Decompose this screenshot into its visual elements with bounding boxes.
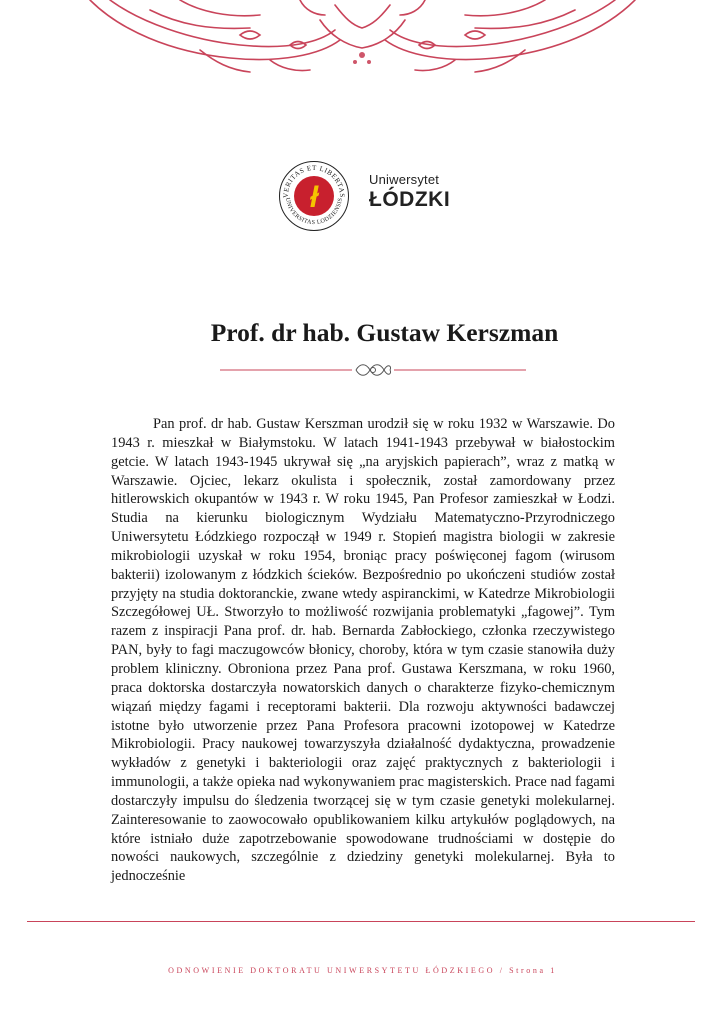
university-name: [369, 172, 450, 212]
title-divider-ornament: [220, 360, 526, 380]
footer-divider: [27, 921, 695, 922]
university-logo[interactable]: [278, 160, 478, 232]
university-name-line2: ŁÓDZKI: [369, 188, 451, 211]
seal-text-top: VERITAS ET LIBERTAS: [281, 163, 347, 199]
university-name-line1: Uniwersytet: [369, 172, 440, 187]
page-title: Prof. dr hab. Gustaw Kerszman: [210, 318, 559, 347]
top-floral-ornament: [0, 0, 725, 78]
biography-text: Pan prof. dr hab. Gustaw Kerszman urodził się w roku 1932 w Warszawie. Do 1943 r. mieszkał w Białymstoku. W latach 1941-1943 przebywał w białostockim getcie. W latach 1943-1945 ukrywał się „na aryjskich papierach”, wraz z matką w Warszawie. Ojciec, lekarz okulista i społecznik, został zamordowany przez hitlerowskich okupantów w 1943 r. W roku 1945, Pan Profesor zamieszkał w Łodzi. Studia na kierunku biologicznym Wydziału Matematyczno-Przyrodniczego Uniwersytetu Łódzkiego rozpoczął w 1949 r. Stopień magistra biologii w zakresie mikrobiologii uzyskał w roku 1954, broniąc pracy poświęconej fagom (wirusom bakterii) izolowanym z łódzkich ścieków. Bezpośrednio po ukończeni studiów został przyjęty na studia doktoranckie, zwane wtedy aspiranckimi, w Katedrze Mikrobiologii Szczegółowej UŁ. Stworzyło to możliwość rozwijania problematyki „fagowej”. Tym razem z inspiracji Pana prof. dr. hab. Bernarda Zabłockiego, członka rzeczywistego PAN, były to fagi maczugowców błonicy, choroby, która w tym czasie stanowiła duży problem kliniczny. Obroniona przez Pana prof. Gustawa Kerszmana, w roku 1960, praca doktorska dostarczyła nowatorskich danych o charakterze fizyko-chemicznym wiązań między fagami i receptorami bakterii. Dla rozwoju aktywności badawczej istotne było utworzenie przez Pana Profesora pracowni izotopowej w Katedrze Mikrobiologii. Pracy naukowej towarzyszyła działalność dydaktyczna, prowadzenie wykładów z genetyki i bakteriologii oraz zajęć praktycznych z bakteriologii i immunologii, a także opieka nad wykonywaniem prac magisterskich. Prace nad fagami dostarczyły impulsu do śledzenia tworzącej się w tym czasie genetyki molekularnej. Zainteresowanie to zaowocowało opublikowaniem kilku artykułów poglądowych, na które istniało duże zapotrzebowanie spowodowane trudnościami w dostępie do nowości naukowych, szczególnie z dziedziny genetyki molekularnej. Była to jednocześnie: [111, 416, 615, 885]
seal-text-bottom: UNIVERSITAS LODZIENSIS: [283, 197, 344, 227]
university-seal: [278, 160, 350, 232]
page-footer: ODNOWIENIE DOKTORATU UNIWERSYTETU ŁÓDZKIEGO / Strona 1: [168, 966, 557, 975]
seal-letter: ł: [309, 181, 319, 214]
